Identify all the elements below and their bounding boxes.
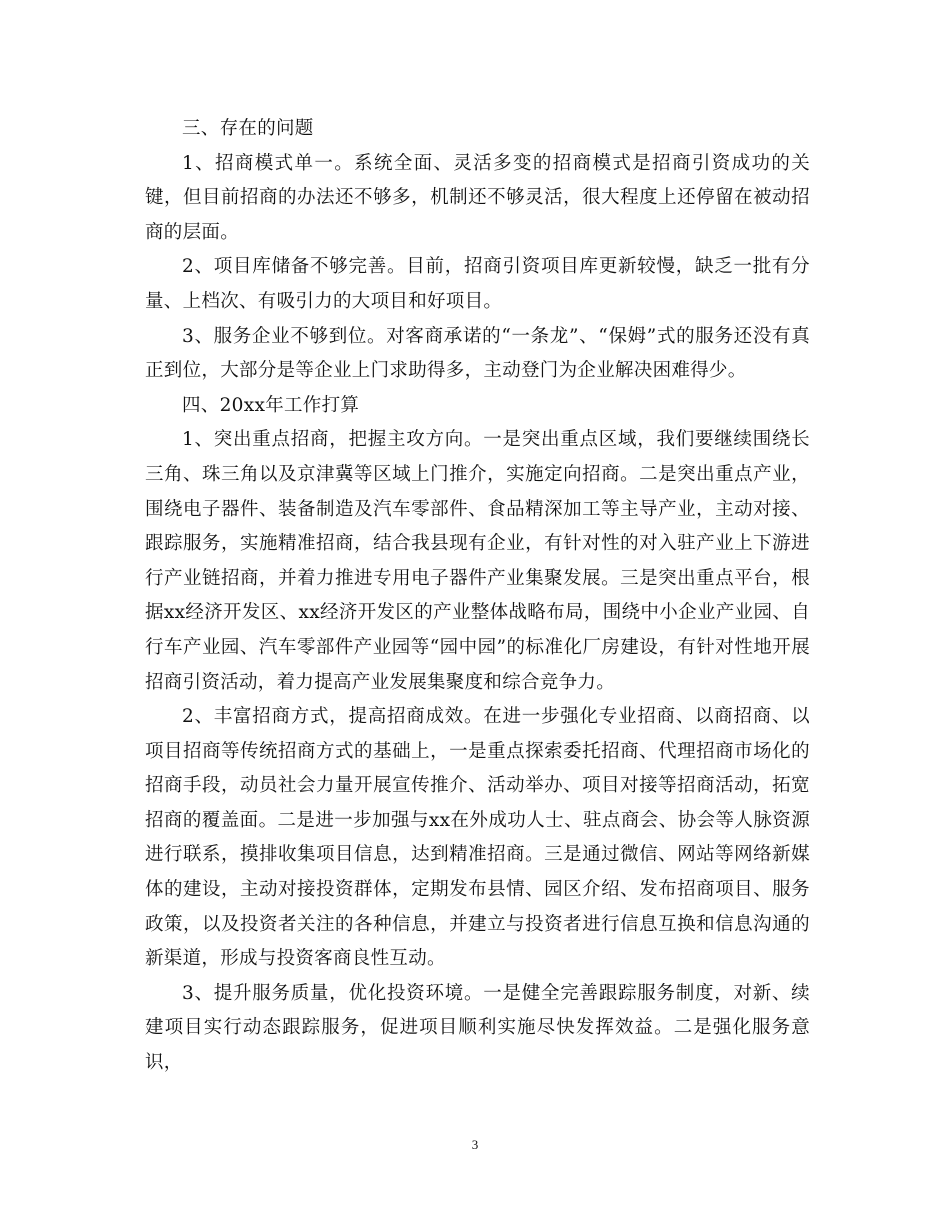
- paragraph-plan-1: 1、突出重点招商，把握主攻方向。一是突出重点区域，我们要继续围绕长三角、珠三角以及京津冀等区域上门推介，实施定向招商。二是突出重点产业，围绕电子器件、装备制造及汽车零部件、食品精深加工等主导产业，主动对接、跟踪服务，实施精准招商，结合我县现有企业，有针对性的对入驻产业上下游进行产业链招商，并着力推进专用电子器件产业集聚发展。三是突出重点平台，根据xx经济开发区、xx经济开发区的产业整体战略布局，围绕中小企业产业园、自行车产业园、汽车零部件产业园等“园中园”的标准化厂房建设，有针对性地开展招商引资活动，着力提高产业发展集聚度和综合竞争力。: [145, 429, 810, 693]
- paragraph-problem-1: 1、招商模式单一。系统全面、灵活多变的招商模式是招商引资成功的关键，但目前招商的办法还不够多，机制还不够灵活，很大程度上还停留在被动招商的层面。: [145, 152, 810, 243]
- document-body: [145, 112, 810, 1081]
- paragraph-plan-2: 2、丰富招商方式，提高招商成效。在进一步强化专业招商、以商招商、以项目招商等传统招商方式的基础上，一是重点探索委托招商、代理招商市场化的招商手段，动员社会力量开展宣传推介、活动举办、项目对接等招商活动，拓宽招商的覆盖面。二是进一步加强与xx在外成功人士、驻点商会、协会等人脉资源进行联系，摸排收集项目信息，达到精准招商。三是通过微信、网站等网络新媒体的建设，主动对接投资群体，定期发布县情、园区介绍、发布招商项目、服务政策，以及投资者关注的各种信息，并建立与投资者进行信息互换和信息沟通的新渠道，形成与投资客商良性互动。: [145, 706, 810, 970]
- section-heading-work-plan: 四、20xx年工作打算: [182, 394, 360, 416]
- page-number: 3: [471, 1137, 479, 1152]
- paragraph-problem-2: 2、项目库储备不够完善。目前，招商引资项目库更新较慢，缺乏一批有分量、上档次、有吸引力的大项目和好项目。: [145, 256, 810, 312]
- section-heading-problems: 三、存在的问题: [182, 118, 314, 139]
- paragraph-problem-3: 3、服务企业不够到位。对客商承诺的“一条龙”、“保姆”式的服务还没有真正到位，大部分是等企业上门求助得多，主动登门为企业解决困难得少。: [145, 325, 810, 382]
- paragraph-plan-3: 3、提升服务质量，优化投资环境。一是健全完善跟踪服务制度，对新、续建项目实行动态跟踪服务，促进项目顺利实施尽快发挥效益。二是强化服务意识，: [145, 982, 810, 1074]
